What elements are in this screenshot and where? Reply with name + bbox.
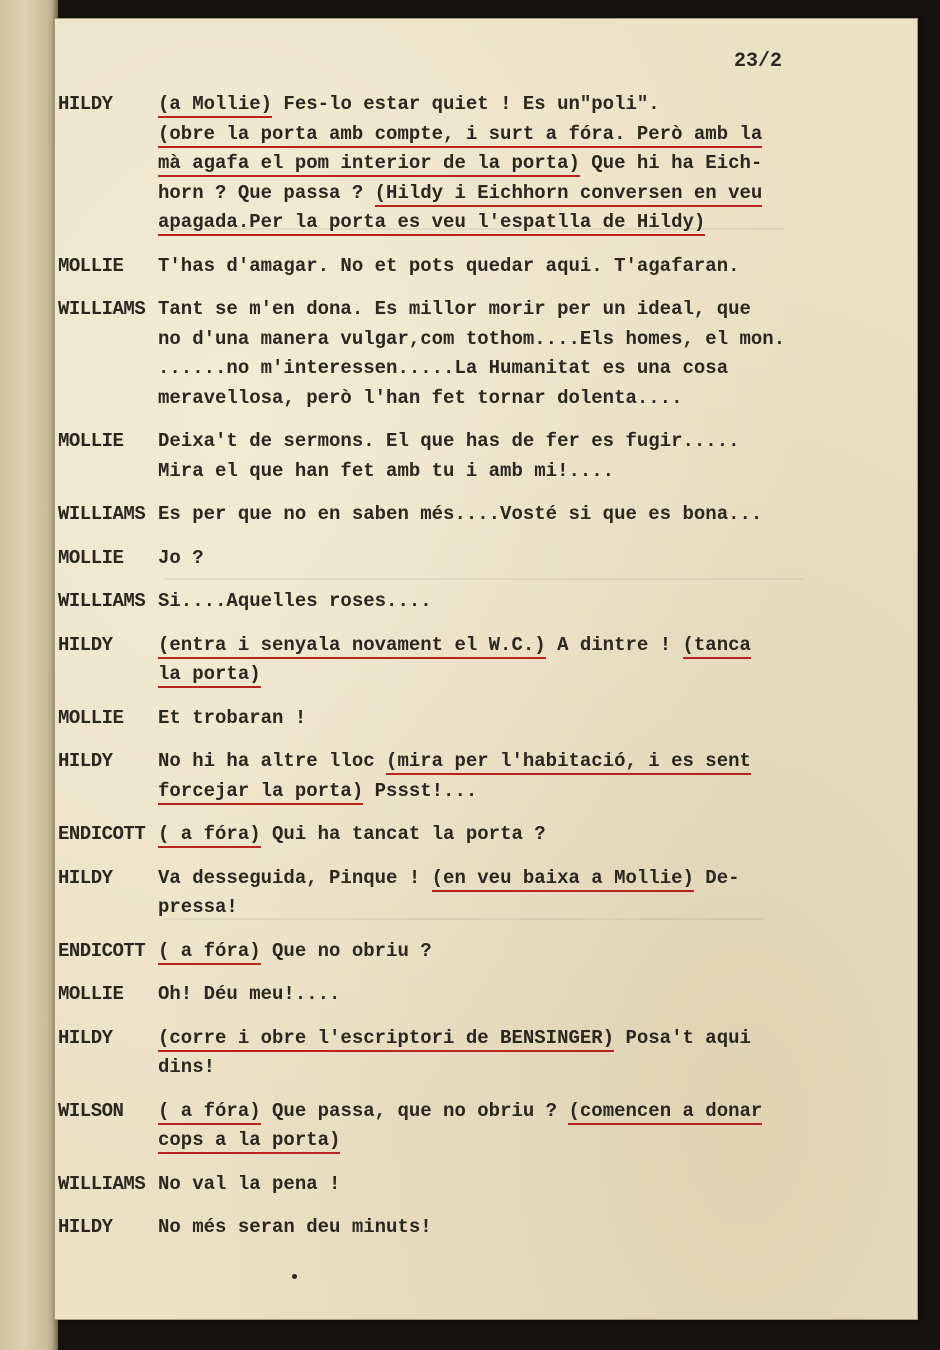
speaker-name: WILSON [58, 1099, 124, 1122]
dialogue-line [158, 208, 908, 238]
dialogue-line [158, 704, 908, 734]
speaker-name: HILDY [58, 1026, 113, 1049]
dialogue-text [158, 937, 908, 967]
spoken-text: Pssst!... [363, 779, 478, 802]
dialogue-line [158, 660, 908, 690]
dialogue-line [158, 864, 908, 894]
speaker-name: HILDY [58, 1216, 113, 1238]
spoken-text: No hi ha altre lloc [158, 750, 387, 772]
stage-direction: apagada.Per la porta es veu l'espatlla de Hildy) [158, 211, 705, 236]
stage-direction: (en veu baixa a Mollie) [432, 867, 694, 892]
dialogue-line [158, 149, 908, 179]
dialogue-entry [58, 704, 908, 734]
speaker-name: WILLIAMS [58, 298, 146, 320]
dialogue-entry [58, 631, 908, 690]
spoken-text: A dintre ! [545, 633, 683, 656]
speaker-name: WILLIAMS [58, 503, 146, 525]
spoken-text: Et trobaran ! [158, 706, 307, 729]
spoken-text: pressa! [158, 896, 238, 918]
speaker-name: WILLIAMS [58, 590, 146, 612]
dialogue-line [158, 354, 908, 384]
dialogue-text [158, 1097, 908, 1156]
dialogue-text [158, 1024, 908, 1083]
dialogue-entry [58, 90, 908, 238]
dialogue-line [158, 1097, 908, 1127]
spoken-text: Mira el que han fet amb tu i amb mi!.... [158, 459, 615, 482]
dialogue-text [158, 544, 908, 574]
dialogue-entry [58, 820, 908, 850]
spoken-text: T'has d'amagar. No et pots quedar aqui. T'agafaran. [158, 254, 740, 277]
dialogue-text [158, 631, 908, 690]
stage-direction: ( a fóra) [158, 823, 261, 848]
script-page [54, 18, 918, 1320]
dialogue-line [158, 120, 908, 150]
page-number: 23/2 [734, 50, 783, 73]
dialogue-line [158, 587, 908, 617]
spoken-text: Posa't aqui [614, 1026, 751, 1049]
stage-direction: (comencen a donar [568, 1100, 762, 1125]
dialogue-line [158, 384, 908, 414]
dialogue-line [158, 937, 908, 967]
speaker-name: HILDY [58, 633, 113, 656]
spoken-text: Va desseguida, Pinque ! [158, 866, 432, 889]
dialogue-line [158, 179, 908, 209]
dialogue-text [158, 500, 908, 530]
spoken-text: Jo ? [158, 546, 204, 569]
stage-direction: mà agafa el pom interior de la porta) [158, 152, 580, 177]
spoken-text: meravellosa, però l'han fet tornar dolenta.... [158, 386, 683, 409]
dialogue-entry [58, 1097, 908, 1156]
spoken-text: ......no m'interessen.....La Humanitat es una cosa [158, 357, 729, 379]
stage-direction: forcejar la porta) [158, 780, 363, 805]
dialogue-line [158, 325, 908, 355]
stage-direction: cops a la porta) [158, 1129, 340, 1154]
speaker-name: MOLLIE [58, 546, 124, 569]
dialogue-text [158, 864, 908, 923]
dialogue-entry [58, 587, 908, 617]
speaker-name: HILDY [58, 750, 113, 772]
stage-direction: (Hildy i Eichhorn conversen en veu [375, 182, 763, 207]
speaker-name: WILLIAMS [58, 1172, 146, 1195]
speaker-name: MOLLIE [58, 706, 124, 729]
book-spine [0, 0, 58, 1350]
dialogue-text [158, 1170, 908, 1200]
dialogue-line [158, 631, 908, 661]
dialogue-entry [58, 252, 908, 282]
dialogue-text [158, 747, 908, 806]
spoken-text: De- [693, 866, 740, 889]
spoken-text: Fes-lo estar quiet ! Es un"poli". [272, 93, 660, 115]
dialogue-text [158, 704, 908, 734]
dialogue-line [158, 1170, 908, 1200]
dialogue-text [158, 587, 908, 617]
stage-direction: ( a fóra) [158, 1100, 261, 1125]
dialogue-line [158, 1126, 908, 1156]
ink-dot [292, 1274, 297, 1279]
stage-direction: la porta) [158, 663, 261, 688]
dialogue-text [158, 1213, 908, 1243]
dialogue-text [158, 295, 908, 413]
spoken-text: Oh! Déu meu!.... [158, 983, 341, 1005]
dialogue-entry [58, 980, 908, 1010]
dialogue-entry [58, 864, 908, 923]
dialogue-line [158, 777, 908, 807]
spoken-text: Tant se m'en dona. Es millor morir per un ideal, que [158, 298, 751, 320]
dialogue-line [158, 820, 908, 850]
dialogue-entry [58, 1024, 908, 1083]
spoken-text: Deixa't de sermons. El que has de fer es fugir..... [158, 430, 740, 452]
dialogue-line [158, 1024, 908, 1054]
speaker-name: MOLLIE [58, 983, 124, 1005]
dialogue-text [158, 90, 908, 238]
spoken-text: Es per que no en saben més....Vosté si que es bona... [158, 503, 763, 525]
stage-direction: (a Mollie) [158, 93, 272, 118]
spoken-text: No més seran deu minuts! [158, 1216, 432, 1238]
dialogue-line [158, 427, 908, 457]
dialogue-entry [58, 295, 908, 413]
stage-direction: (corre i obre l'escriptori de BENSINGER) [158, 1027, 614, 1052]
dialogue-line [158, 893, 908, 923]
spoken-text: no d'una manera vulgar,com tothom....Els homes, el mon. [158, 327, 786, 350]
spoken-text: Que no obriu ? [260, 939, 432, 962]
dialogue-entry [58, 427, 908, 486]
speaker-name: ENDICOTT [58, 939, 146, 962]
speaker-name: HILDY [58, 93, 113, 115]
stage-direction: (tanca [683, 634, 751, 659]
spoken-text: Si....Aquelles roses.... [158, 590, 432, 612]
dialogue-line [158, 980, 908, 1010]
spoken-text: Que passa, que no obriu ? [260, 1099, 569, 1122]
dialogue-entry [58, 544, 908, 574]
dialogue-line [158, 544, 908, 574]
speaker-name: ENDICOTT [58, 823, 146, 845]
dialogue-entry [58, 1213, 908, 1243]
dialogue-text [158, 252, 908, 282]
dialogue-line [158, 1053, 908, 1083]
speaker-name: HILDY [58, 866, 113, 889]
stage-direction: (obre la porta amb compte, i surt a fóra. Però amb la [158, 123, 762, 148]
dialogue-entry [58, 500, 908, 530]
dialogue-line [158, 90, 908, 120]
script-body [58, 90, 908, 1257]
spoken-text: No val la pena ! [158, 1172, 341, 1195]
stage-direction: (mira per l'habitació, i es sent [386, 750, 751, 775]
dialogue-line [158, 500, 908, 530]
dialogue-entry [58, 937, 908, 967]
dialogue-entry [58, 1170, 908, 1200]
stage-direction: ( a fóra) [158, 940, 261, 965]
spoken-text: Que hi ha Eich- [579, 152, 763, 174]
dialogue-entry [58, 747, 908, 806]
dialogue-line [158, 295, 908, 325]
dialogue-line [158, 1213, 908, 1243]
dialogue-text [158, 427, 908, 486]
spoken-text: horn ? Que passa ? [158, 181, 375, 204]
dialogue-line [158, 457, 908, 487]
speaker-name: MOLLIE [58, 430, 124, 452]
spoken-text: dins! [158, 1056, 216, 1078]
dialogue-line [158, 252, 908, 282]
dialogue-text [158, 980, 908, 1010]
speaker-name: MOLLIE [58, 254, 124, 277]
spoken-text: Qui ha tancat la porta ? [260, 823, 546, 845]
dialogue-line [158, 747, 908, 777]
stage-direction: (entra i senyala novament el W.C.) [158, 634, 546, 659]
dialogue-text [158, 820, 908, 850]
